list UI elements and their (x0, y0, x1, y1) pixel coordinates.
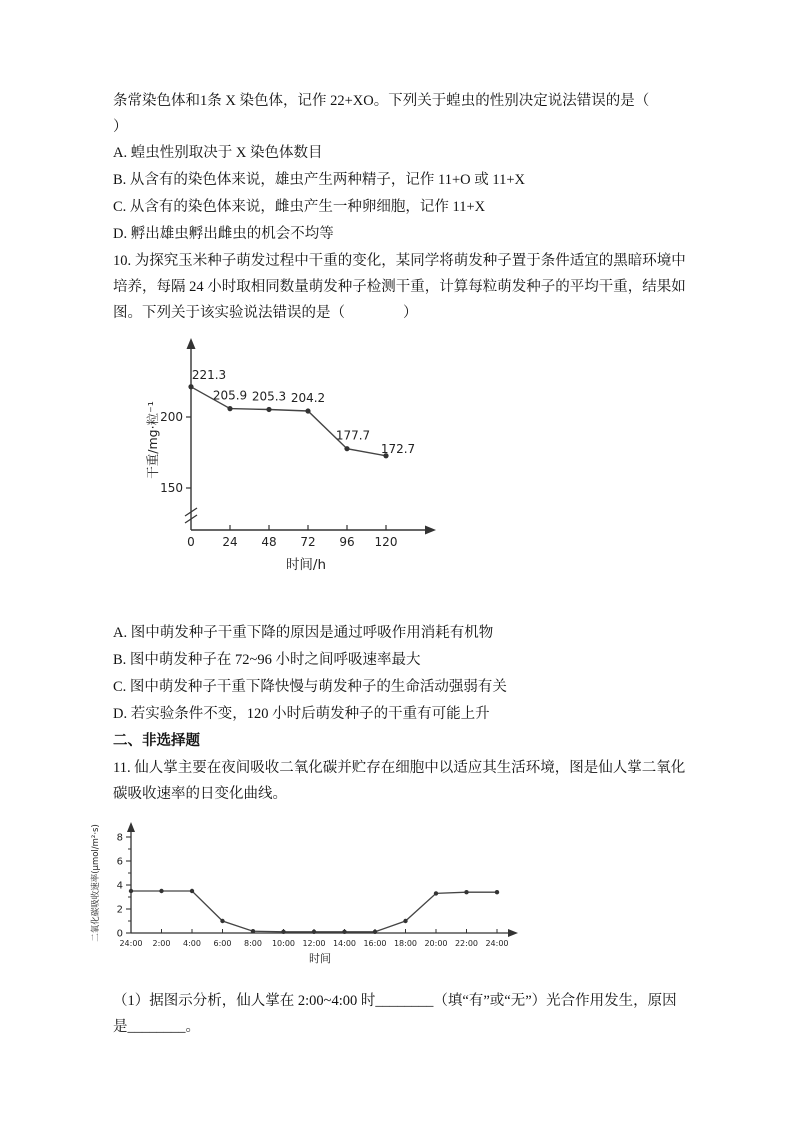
svg-text:8:00: 8:00 (244, 939, 262, 948)
svg-text:48: 48 (261, 535, 277, 549)
svg-text:时间: 时间 (309, 952, 331, 965)
svg-text:14:00: 14:00 (332, 939, 357, 948)
question-10-option-b: B. 图中萌发种子在 72~96 小时之间呼吸速率最大 (113, 652, 421, 668)
svg-text:221.3: 221.3 (191, 367, 227, 382)
question-9-option-d: D. 孵出雄虫孵出雌虫的机会不均等 (113, 226, 334, 242)
question-9-stem: 条常染色体和1条 X 染色体，记作 22+XO。下列关于蝗虫的性别决定说法错误的是（ (113, 93, 650, 109)
svg-text:干重/mg·粒⁻¹: 干重/mg·粒⁻¹ (145, 401, 160, 479)
svg-text:时间/h: 时间/h (285, 557, 327, 573)
svg-text:205.3: 205.3 (251, 389, 287, 404)
svg-text:6: 6 (116, 856, 123, 868)
svg-text:120: 120 (374, 535, 398, 549)
svg-text:16:00: 16:00 (363, 939, 387, 948)
svg-text:二氧化碳吸收速率(μmol/m²·s): 二氧化碳吸收速率(μmol/m²·s) (91, 824, 101, 942)
exam-page (91, 88, 687, 1040)
question-9-stem-close: ） (113, 119, 128, 135)
svg-text:96: 96 (339, 535, 355, 549)
dry-weight-line-chart (141, 330, 687, 580)
svg-text:72: 72 (300, 535, 316, 549)
question-9-option-a: A. 蝗虫性别取决于 X 染色体数目 (113, 145, 323, 161)
svg-text:205.9: 205.9 (212, 388, 248, 403)
svg-text:8: 8 (116, 832, 123, 844)
svg-text:12:00: 12:00 (302, 939, 326, 948)
svg-text:2:00: 2:00 (152, 939, 171, 948)
question-11-stem: 11. 仙人掌主要在夜间吸收二氧化碳并贮存在细胞中以适应其生活环境，图是仙人掌二氧化碳吸收速率的日变化曲线。 (113, 760, 686, 802)
svg-text:24: 24 (222, 535, 238, 549)
svg-text:6:00: 6:00 (213, 939, 232, 948)
svg-text:4:00: 4:00 (183, 939, 201, 948)
svg-text:4: 4 (116, 880, 123, 892)
svg-text:10:00: 10:00 (271, 939, 296, 948)
svg-text:22:00: 22:00 (454, 939, 479, 948)
svg-text:0: 0 (187, 535, 195, 549)
svg-text:24:00: 24:00 (485, 939, 509, 948)
question-9-option-c: C. 从含有的染色体来说，雌虫产生一种卵细胞，记作 11+X (113, 199, 486, 215)
question-10-option-c: C. 图中萌发种子干重下降快慢与萌发种子的生命活动强弱有关 (113, 679, 507, 695)
svg-text:0: 0 (116, 928, 123, 940)
svg-text:177.7: 177.7 (335, 428, 371, 443)
svg-text:204.2: 204.2 (290, 391, 326, 406)
svg-text:24:00: 24:00 (119, 939, 143, 948)
section-2-title: 二、非选择题 (113, 733, 200, 749)
question-9-option-b: B. 从含有的染色体来说，雄虫产生两种精子，记作 11+O 或 11+X (113, 172, 526, 188)
question-10-option-a: A. 图中萌发种子干重下降的原因是通过呼吸作用消耗有机物 (113, 625, 494, 641)
question-11-sub-1: （1）据图示分析，仙人掌在 2:00~4:00 时________（填“有”或“无”）光合作用发生，原因是________。 (113, 993, 677, 1035)
svg-text:2: 2 (116, 904, 123, 916)
co2-absorption-line-chart (85, 815, 687, 972)
question-10-stem: 10. 为探究玉米种子萌发过程中干重的变化，某同学将萌发种子置于条件适宜的黑暗环境中培养，每隔 24 小时取相同数量萌发种子检测干重，计算每粒萌发种子的平均干重，结果如图。下列关于该实验说法错误的是（ ） (113, 253, 686, 321)
svg-text:172.7: 172.7 (380, 441, 416, 456)
svg-text:200: 200 (160, 410, 183, 424)
svg-text:20:00: 20:00 (424, 939, 448, 948)
svg-text:150: 150 (160, 481, 183, 495)
svg-text:18:00: 18:00 (393, 939, 418, 948)
question-10-option-d: D. 若实验条件不变，120 小时后萌发种子的干重有可能上升 (113, 706, 490, 722)
